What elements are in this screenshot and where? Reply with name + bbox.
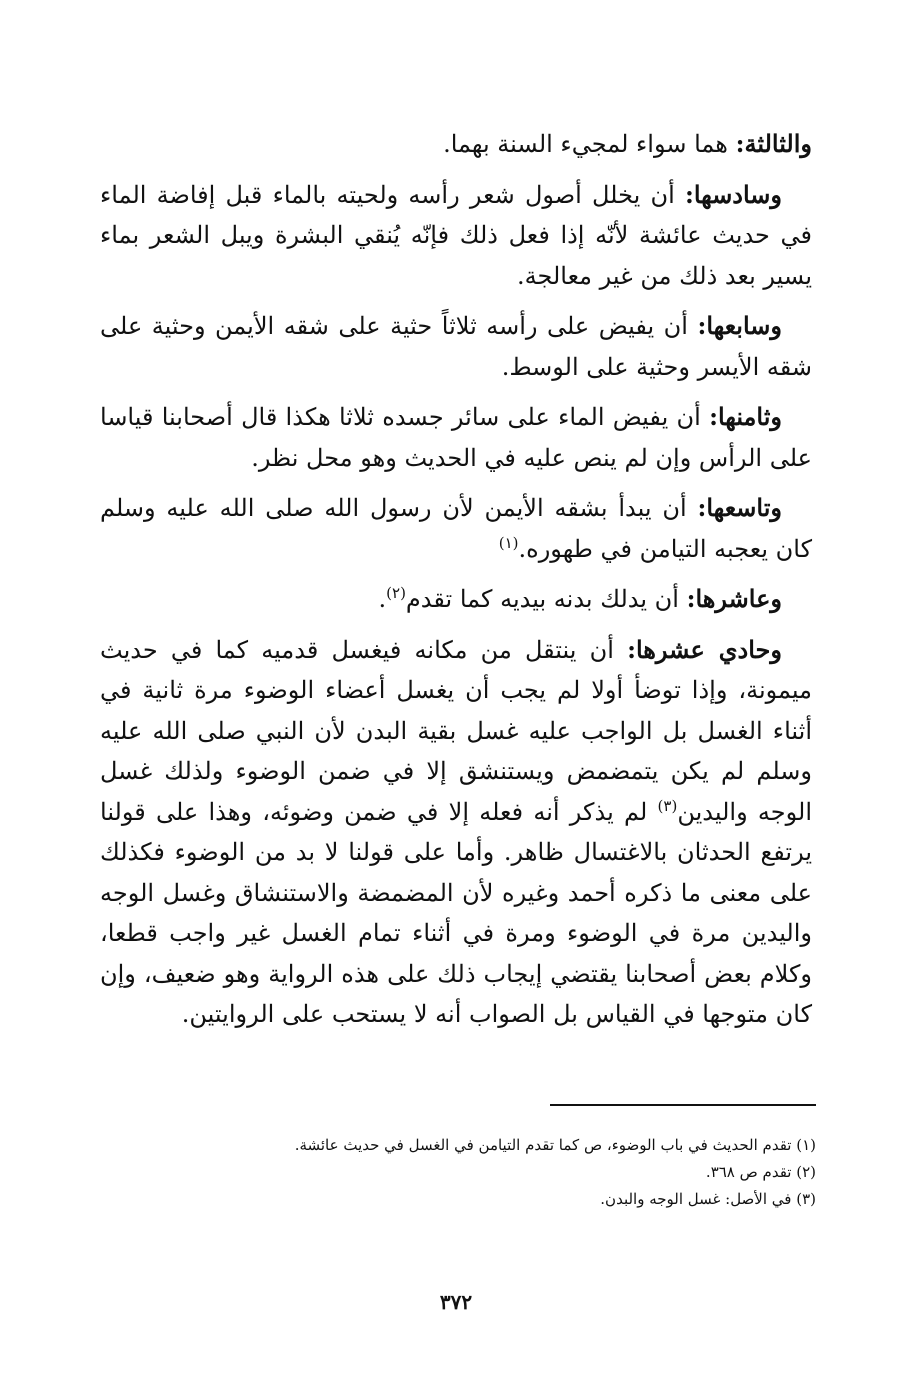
paragraph-lead: وسادسها: bbox=[684, 179, 782, 209]
page-number: ٣٧٢ bbox=[439, 1290, 473, 1314]
paragraph-lead: والثالثة: bbox=[735, 129, 812, 158]
footnote-ref-2[interactable]: (٢) bbox=[386, 584, 406, 602]
paragraph-eighth bbox=[100, 397, 812, 478]
main-text bbox=[100, 118, 812, 1045]
paragraph-text: أن يبدأ بشقه الأيمن لأن رسول الله صلى الله عليه وسلم كان يعجبه التيامن في طهوره. bbox=[100, 494, 812, 563]
paragraph-sixth bbox=[100, 175, 812, 297]
paragraph-lead: وعاشرها: bbox=[686, 584, 782, 613]
footnote-ref-3[interactable]: (٣) bbox=[657, 796, 678, 815]
footnote-separator bbox=[550, 1104, 816, 1106]
paragraph-eleventh bbox=[100, 630, 812, 1035]
paragraph-seventh bbox=[100, 306, 812, 387]
paragraph-lead: وثامنها: bbox=[709, 402, 782, 431]
footnote-3: (٣) في الأصل: غسل الوجه والبدن. bbox=[600, 1190, 816, 1208]
paragraph-text: أن يدلك بدنه بيديه كما تقدم bbox=[405, 585, 687, 613]
footnote-ref-1[interactable]: (١) bbox=[498, 533, 519, 552]
paragraph-text-continued: لم يذكر أنه فعله إلا في ضمن وضوئه، وهذا على قولنا يرتفع الحدثان بالاغتسال ظاهر. وأما على قولنا لا بد من الوضوء فكذلك على معنى ما ذكره أحمد وغيره لأن المضمضة والاستنشاق وغسل الوجه واليدين مرة في الوضوء ومرة في أثناء تمام الغسل غير واجب قطعا، وكلام بعض أصحابنا يقتضي إيجاب ذلك على هذه الرواية وهو ضعيف، وإن كان متوجها في القياس بل الصواب أنه لا يستحب على الروايتين. bbox=[100, 797, 813, 1028]
paragraph-text: هما سواء لمجيء السنة بهما. bbox=[443, 130, 736, 158]
paragraph-text: أن ينتقل من مكانه فيغسل قدميه كما في حديث ميمونة، وإذا توضأ أولا لم يجب أن يغسل أعضاء الوضوء مرة ثانية في أثناء الغسل بل الواجب عليه غسل بقية البدن لأن النبي صلى الله عليه وسلم لم يكن يتمضمض ويستنشق إلا في ضمن الوضوء ولذلك غسل الوجه واليدين bbox=[100, 635, 812, 826]
footnote-2: (٢) تقدم ص ٣٦٨. bbox=[705, 1163, 816, 1181]
paragraph-lead: وحادي عشرها: bbox=[627, 634, 782, 664]
paragraph-text: أن يخلل أصول شعر رأسه ولحيته بالماء قبل إفاضة الماء في حديث عائشة لأنّه إذا فعل ذلك فإنّه يُنقي البشرة ويبل الشعر بماء يسير بعد ذلك من غير معالجة. bbox=[100, 180, 812, 290]
paragraph-ninth bbox=[100, 488, 812, 569]
paragraph-text: أن يفيض الماء على سائر جسده ثلاثا هكذا قال أصحابنا قياسا على الرأس وإن لم ينص عليه في الحديث وهو محل نظر. bbox=[100, 403, 812, 472]
paragraph-text-end: . bbox=[378, 585, 387, 613]
paragraph-lead: وتاسعها: bbox=[697, 493, 782, 522]
paragraph-text: أن يفيض على رأسه ثلاثاً حثية على شقه الأيمن وحثية على شقه الأيسر وحثية على الوسط. bbox=[100, 312, 812, 381]
paragraph-tenth bbox=[100, 579, 812, 620]
footnote-1: (١) تقدم الحديث في باب الوضوء، ص كما تقدم التيامن في الغسل في حديث عائشة. bbox=[294, 1136, 816, 1154]
paragraph-third bbox=[100, 124, 812, 165]
paragraph-lead: وسابعها: bbox=[697, 311, 782, 340]
footnotes bbox=[200, 1132, 816, 1213]
